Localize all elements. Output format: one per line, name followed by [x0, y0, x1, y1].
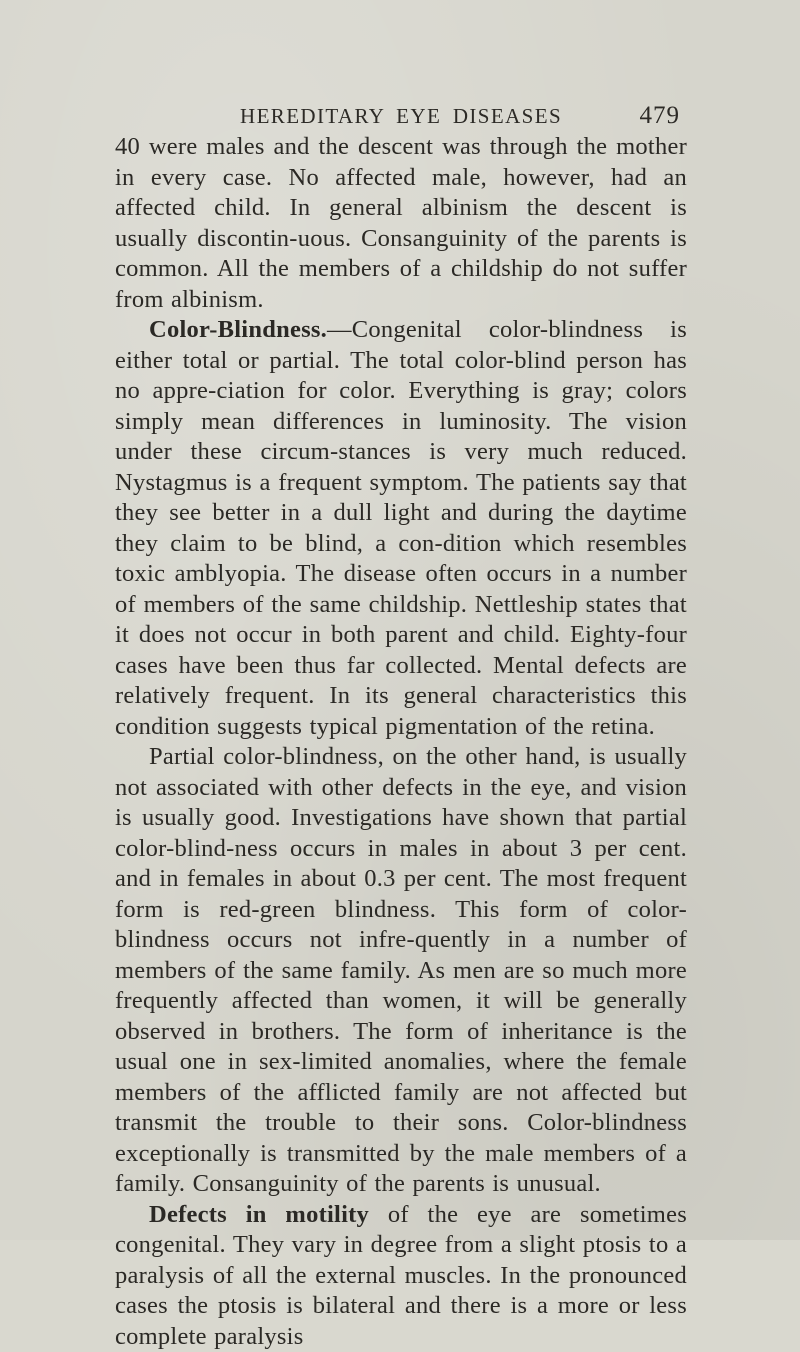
paragraph-text: of the eye are sometimes congenital. They vary in degree from a slight ptosis to a paralysis of all the external muscles. In the pronounced cases the ptosis is bilateral and there is a more or less complete paralysis: [115, 1201, 687, 1350]
section-heading-defects-in-motility: Defects in motility: [149, 1201, 369, 1228]
section-heading-color-blindness: Color-Blindness.: [149, 316, 327, 343]
paragraph-partial-color-blindness: [115, 742, 687, 1200]
paragraph-defects-in-motility: [115, 1200, 687, 1352]
paragraph-color-blindness: [115, 315, 687, 742]
paragraph-text: Partial color-blindness, on the other hand, is usually not associated with other defects in the eye, and vision is usually good. Investigations have shown that partial color-blind-ness occurs in males in about 3 per cent. and in females in about 0.3 per cent. The most frequent form is red-green blindness. This form of color-blindness occurs not infre-quently in a number of members of the same family. As men are so much more frequently affected than women, it will be generally observed in brothers. The form of inheritance is the usual one in sex-limited anomalies, where the female members of the afflicted family are not affected but transmit the trouble to their sons. Color-blindness exceptionally is transmitted by the male members of a family. Consanguinity of the parents is unusual.: [115, 743, 687, 1197]
body-text: [115, 132, 687, 1352]
paragraph-text: —Congenital color-blindness is either total or partial. The total color-blind person has no appre-ciation for color. Everything is gray; colors simply mean differences in luminosity. The vision under these circum-stances is very much reduced. Nystagmus is a frequent symptom. The patients say that they see better in a dull light and during the daytime they claim to be blind, a con-dition which resembles toxic amblyopia. The disease often occurs in a number of members of the same childship. Nettleship states that it does not occur in both parent and child. Eighty-four cases have been thus far collected. Mental defects are relatively frequent. In its general characteristics this condition suggests typical pigmentation of the retina.: [115, 316, 687, 740]
running-head: HEREDITARY EYE DISEASES: [240, 104, 562, 129]
page-number: 479: [640, 102, 681, 130]
paragraph-text: 40 were males and the descent was through the mother in every case. No affected male, however, had an affected child. In general albinism the descent is usually discontin-uous. Consanguinity of the parents is common. All the members of a childship do not suffer from albinism.: [115, 133, 687, 313]
paragraph-albinism-continued: [115, 132, 687, 315]
